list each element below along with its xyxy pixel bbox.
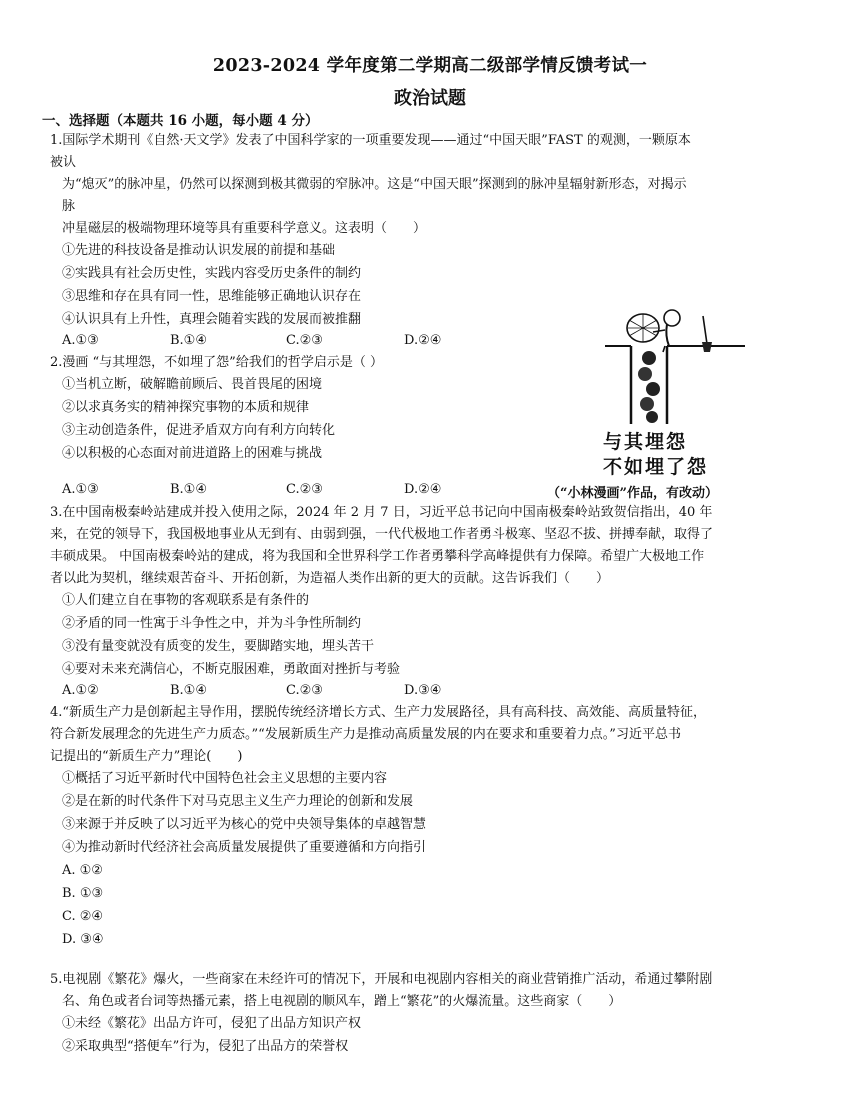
q4-stem-line: 4.“新质生产力是创新起主导作用，摆脱传统经济增长方式、生产力发展路径，具有高科技、高效能、高质量特征， bbox=[50, 705, 707, 720]
q1-item: ④认识具有上升性，真理会随着实践的发展而被推翻 bbox=[62, 312, 362, 327]
q3-stem-line: 来，在党的领导下，我国极地事业从无到有、由弱到强，一代代极地工作者勇斗极寒、坚忍不拔、拼搏奉献，取得了 bbox=[50, 527, 714, 542]
cartoon-caption-line2: 不如埋了怨 bbox=[603, 456, 709, 478]
q2-option-a[interactable]: A.①③ bbox=[62, 482, 99, 497]
q3-option-b[interactable]: B.①④ bbox=[170, 683, 207, 698]
q4-stem-line: 记提出的“新质生产力”理论( ) bbox=[50, 749, 243, 764]
q4-item: ③来源于并反映了以习近平为核心的党中央领导集体的卓越智慧 bbox=[62, 817, 427, 832]
exam-subject: 政治试题 bbox=[394, 88, 466, 109]
q2-item: ③主动创造条件，促进矛盾双方向有利方向转化 bbox=[62, 423, 336, 438]
q2-option-c[interactable]: C.②③ bbox=[286, 482, 323, 497]
q1-stem-line: 脉 bbox=[62, 199, 76, 214]
q2-item: ④以积极的心态面对前进道路上的困难与挑战 bbox=[62, 446, 323, 461]
q3-item: ④要对未来充满信心，不断克服困难，勇敢面对挫折与考验 bbox=[62, 662, 401, 677]
q5-item: ①未经《繁花》出品方许可，侵犯了出品方知识产权 bbox=[62, 1016, 362, 1031]
q1-stem-line: 1.国际学术期刊《自然·天文学》发表了中国科学家的一项重要发现——通过“中国天眼”FAST 的观测，一颗原本 bbox=[50, 133, 691, 148]
q1-option-d[interactable]: D.②④ bbox=[404, 333, 442, 348]
q3-option-c[interactable]: C.②③ bbox=[286, 683, 323, 698]
q3-stem-line: 3.在中国南极秦岭站建成并投入使用之际，2024 年 2 月 7 日，习近平总书记向中国南极秦岭站致贺信指出，40 年 bbox=[50, 505, 713, 520]
q2-item: ②以求真务实的精神探究事物的本质和规律 bbox=[62, 400, 310, 415]
q3-stem-line: 者以此为契机，继续艰苦奋斗、开拓创新，为造福人类作出新的更大的贡献。这告诉我们（ ） bbox=[50, 571, 610, 586]
q4-option-c[interactable]: C. ②④ bbox=[62, 909, 104, 924]
exam-title: 2023-2024 学年度第二学期高二级部学情反馈考试一 bbox=[212, 56, 648, 76]
q2-option-b[interactable]: B.①④ bbox=[170, 482, 207, 497]
q4-option-d[interactable]: D. ③④ bbox=[62, 932, 104, 947]
q5-item: ②采取典型“搭便车”行为，侵犯了出品方的荣誉权 bbox=[62, 1039, 349, 1054]
q2-stem: 2.漫画 “与其埋怨，不如埋了怨”给我们的哲学启示是（ ） bbox=[50, 355, 383, 370]
q2-option-d[interactable]: D.②④ bbox=[404, 482, 442, 497]
q3-item: ③没有量变就没有质变的发生，要脚踏实地，埋头苦干 bbox=[62, 639, 375, 654]
q4-item: ④为推动新时代经济社会高质量发展提供了重要遵循和方向指引 bbox=[62, 840, 427, 855]
q3-item: ①人们建立自在事物的客观联系是有条件的 bbox=[62, 593, 310, 608]
q4-item: ①概括了习近平新时代中国特色社会主义思想的主要内容 bbox=[62, 771, 388, 786]
q1-item: ③思维和存在具有同一性，思维能够正确地认识存在 bbox=[62, 289, 362, 304]
q1-stem-line: 冲星磁层的极端物理环境等具有重要科学意义。这表明（ ） bbox=[62, 221, 427, 236]
q3-option-d[interactable]: D.③④ bbox=[404, 683, 442, 698]
cartoon-figure bbox=[547, 306, 805, 501]
q1-option-c[interactable]: C.②③ bbox=[286, 333, 323, 348]
q3-item: ②矛盾的同一性寓于斗争性之中，并为斗争性所制约 bbox=[62, 616, 362, 631]
q5-stem-line: 5.电视剧《繁花》爆火，一些商家在未经许可的情况下，开展和电视剧内容相关的商业营销推广活动，希通过攀附剧 bbox=[50, 972, 713, 987]
q1-option-a[interactable]: A.①③ bbox=[62, 333, 99, 348]
q1-item: ②实践具有社会历史性，实践内容受历史条件的制约 bbox=[62, 266, 362, 281]
section-heading: 一、选择题（本题共 16 小题，每小题 4 分） bbox=[42, 113, 319, 129]
cartoon-credit: （“小林漫画”作品，有改动） bbox=[547, 486, 718, 501]
q5-stem-line: 名、角色或者台词等热播元素，搭上电视剧的顺风车，蹭上“繁花”的火爆流量。这些商家（ ） bbox=[62, 994, 622, 1009]
q2-item: ①当机立断，破解瞻前顾后、畏首畏尾的困境 bbox=[62, 377, 323, 392]
q3-option-a[interactable]: A.①② bbox=[62, 683, 99, 698]
q1-item: ①先进的科技设备是推动认识发展的前提和基础 bbox=[62, 243, 336, 258]
q4-stem-line: 符合新发展理念的先进生产力质态。”“发展新质生产力是推动高质量发展的内在要求和重要着力点。”习近平总书 bbox=[50, 727, 681, 742]
q4-option-a[interactable]: A. ①② bbox=[62, 863, 103, 878]
q1-stem-line: 被认 bbox=[50, 155, 77, 170]
q1-option-b[interactable]: B.①④ bbox=[170, 333, 207, 348]
q4-option-b[interactable]: B. ①③ bbox=[62, 886, 104, 901]
cartoon-caption-line1: 与其埋怨 bbox=[603, 431, 688, 453]
q1-stem-line: 为“熄灭”的脉冲星，仍然可以探测到极其微弱的窄脉冲。这是“中国天眼”探测到的脉冲星辐射新形态，对揭示 bbox=[62, 177, 687, 192]
q3-stem-line: 丰硕成果。 中国南极秦岭站的建成，将为我国和全世界科学工作者勇攀科学高峰提供有力保障。希望广大极地工作 bbox=[50, 549, 705, 564]
q4-item: ②是在新的时代条件下对马克思主义生产力理论的创新和发展 bbox=[62, 794, 414, 809]
